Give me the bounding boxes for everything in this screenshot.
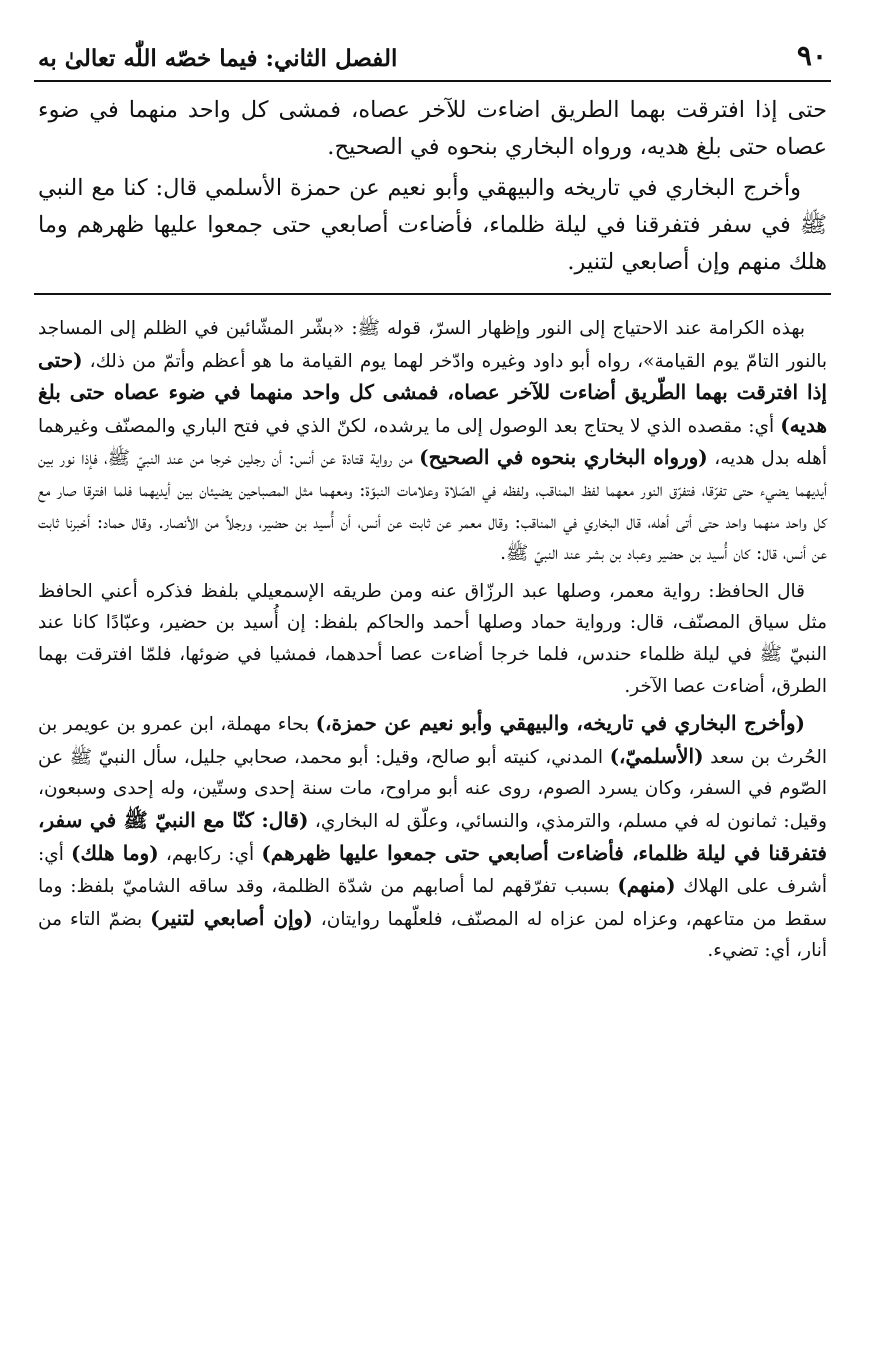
commentary-text: أي: ركابهم، bbox=[158, 843, 262, 865]
commentary-paragraph bbox=[38, 708, 827, 967]
commentary bbox=[34, 305, 831, 967]
running-header bbox=[34, 40, 831, 82]
main-text-paragraph: حتى إذا افترقت بهما الطريق اضاءت للآخر عصاه، فمشى كل واحد منهما في ضوء عصاه حتى بلغ هديه، ورواه البخاري بنحوه في الصحيح. bbox=[38, 97, 827, 160]
main-text-paragraph: وأخرج البخاري في تاريخه والبيهقي وأبو نعيم عن حمزة الأسلمي قال: كنا مع النبي ﷺ في سفر فتفرقنا في ليلة ظلماء، فأضاءت أصابعي حتى جمعوا عليها ظهرهم وما هلك منهم وإن أصابعي لتنير. bbox=[38, 175, 827, 275]
commentary-text: بضمّ التاء من أنار، أي: تضيء. bbox=[38, 908, 827, 962]
commentary-text: المدني، كنيته أبو صالح، وقيل: أبو محمد، صحابي جليل، سأل النبيّ ﷺ عن الصّوم في السفر، وكان يسرد الصوم، روى عنه أبو مراوح، مات سنة إحدى وستّين، وله إحدى وسبعون، وقيل: ثمانون له في مسلم، والترمذي، والنسائي، وعلّق له البخاري، bbox=[38, 746, 827, 832]
commentary-text: من رواية قتادة عن أنس: أن رجلين خرجا من عند النبيّ ﷺ، فإذا نور بين أيديهما يضيء حتى تفرّقا، فتفرّق النور معهما لفظ المناقب، ولفظه في الصّلاة وعلامات النبوّة: ومعهما مثل المصباحين يضيئان بين أيديهما فلما افترقا صار مع كل واحد منهما واحد حتى أتى أهله، قال البخاري في المناقب: وقال معمر عن ثابت عن أنس، أن أُسيد بن حضير، ورجلاً من الأنصار. وقال حماد: أخبرنا ثابت عن أنس، قال: كان أُسيد بن حضير وعباد بن بشر عند النبيّ ﷺ. bbox=[38, 448, 827, 565]
commentary-text: بحاء مهملة، ابن عمرو بن عويمر بن الحُرث بن سعد bbox=[38, 714, 828, 768]
separator-line bbox=[34, 293, 831, 295]
commentary-text: أي: مقصده الذي لا يحتاج بعد الوصول إلى ما يرشده، لكنّ الذي في فتح الباري والمصنّف وغيرهما أهله بدل هديه، bbox=[38, 415, 827, 470]
commentary-paragraph: قال الحافظ: رواية معمر، وصلها عبد الرزّاق عنه ومن طريقه الإسمعيلي بلفظ فذكره أعني الحافظ مثل سياق المصنّف، قال: ورواية حماد وصلها أحمد والحاكم بلفظ: إن أُسيد بن حضير، وعبّادًا كانا عند النبيّ ﷺ في ليلة ظلماء حندس، فلما خرجا أضاءت عصا أحدهما، فمشيا في ضوئها، فلمّا افترقت بهما الطرق، أضاءت عصا الآخر. bbox=[38, 580, 827, 697]
quoted-text: (وأخرج البخاري في تاريخه، والبيهقي وأبو نعيم عن حمزة،) bbox=[315, 711, 805, 736]
commentary-text: بهذه الكرامة عند الاحتياج إلى النور وإظهار السرّ، قوله ﷺ: «بشّر المشّائين في الظلم إلى المساجد بالنور التامّ يوم القيامة»، رواه أبو داود وغيره وادّخر لهما يوم القيامة ما هو أعظم وأتمّ من ذلك، bbox=[38, 318, 827, 372]
quoted-text: (وما هلك) bbox=[71, 840, 159, 865]
chapter-title: الفصل الثاني: فيما خصّه اللّٰه تعالىٰ به bbox=[38, 45, 398, 72]
page-number: ٩٠ bbox=[796, 39, 827, 72]
quoted-text: (الأسلميّ،) bbox=[609, 743, 704, 768]
commentary-paragraph bbox=[38, 313, 827, 570]
quoted-text: (منهم) bbox=[617, 873, 676, 898]
commentary-text: أي: أشرف على الهلاك bbox=[38, 843, 827, 898]
main-text bbox=[34, 82, 831, 289]
quoted-text: (قال: كنّا مع النبيّ ﷺ في سفر، فتفرقنا في ليلة ظلماء، فأضاءت أصابعي حتى جمعوا عليها ظهرهم) bbox=[38, 807, 827, 865]
quoted-text: (ورواه البخاري بنحوه في الصحيح) bbox=[419, 445, 708, 470]
commentary-text: بسبب تفرّقهم لما أصابهم من شدّة الظلمة، وقد ساقه الشاميّ بلفظ: وما سقط من متاعهم، وعزاه لمن عزاه له المصنّف، فلعلّهما روايتان، bbox=[38, 876, 827, 930]
quoted-text: (حتى إذا افترقت بهما الطّريق أضاءت للآخر عصاه، فمشى كل واحد منهما في ضوء عصاه حتى بلغ هديه) bbox=[38, 347, 827, 437]
quoted-text: (وإن أصابعي لتنير) bbox=[150, 905, 313, 930]
